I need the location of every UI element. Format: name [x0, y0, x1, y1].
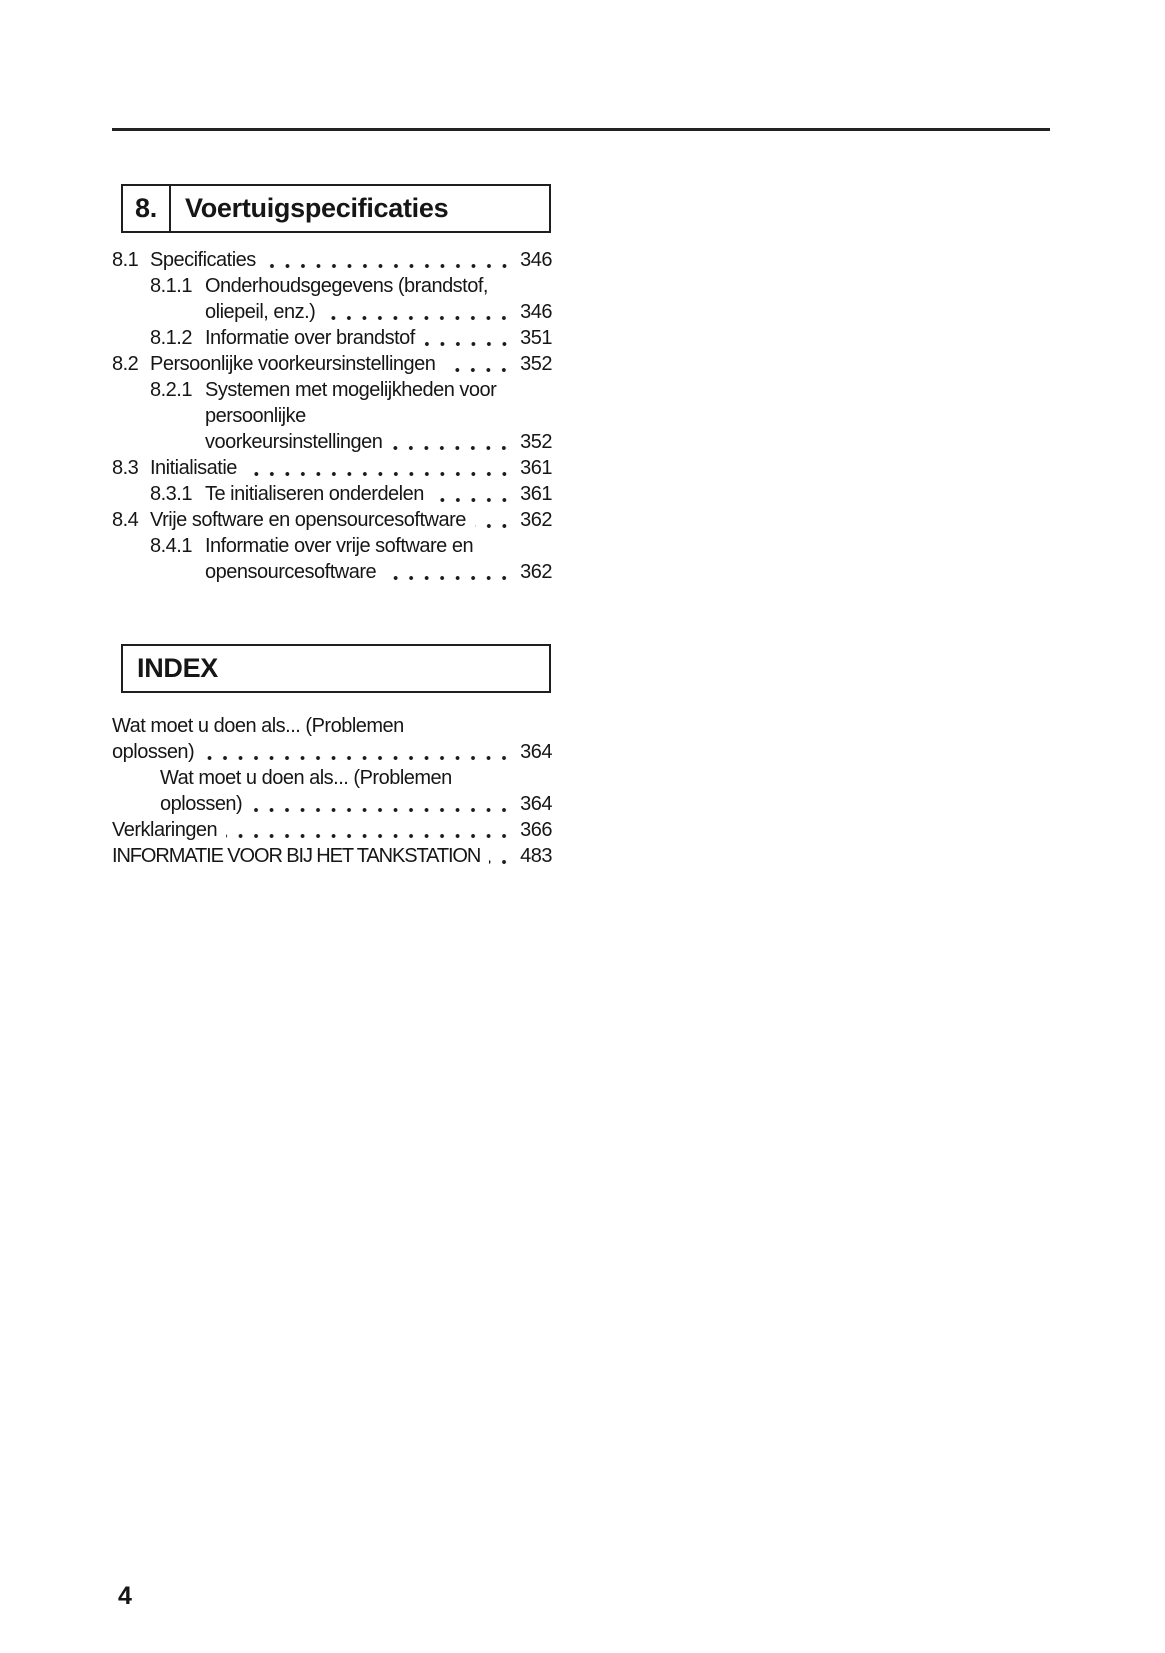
index-heading-box	[121, 644, 551, 693]
toc-entry	[112, 481, 552, 507]
dot-leader	[251, 791, 512, 817]
index-entry	[112, 713, 552, 765]
chapter-number: 8.	[123, 186, 171, 231]
dot-leader	[433, 481, 512, 507]
entry-label: oplossen)	[160, 793, 243, 815]
entry-number: 8.4.1	[150, 535, 192, 557]
toc-entry	[112, 273, 552, 325]
index-entry	[112, 843, 552, 869]
dot-leader	[391, 429, 512, 455]
chapter-toc	[112, 247, 552, 585]
entry-label: Vrije software en opensourcesoftware	[150, 509, 466, 531]
entry-page: 366	[520, 819, 552, 841]
toc-entry	[112, 507, 552, 533]
entry-label: INFORMATIE VOOR BIJ HET TANKSTATION	[112, 845, 481, 867]
dot-leader	[385, 559, 512, 585]
page-number: 4	[118, 1582, 132, 1610]
dot-leader	[489, 843, 512, 869]
entry-number: 8.3	[112, 457, 139, 479]
index-entry	[112, 817, 552, 843]
entry-label: opensourcesoftware	[205, 561, 377, 583]
entry-label: oliepeil, enz.)	[205, 301, 316, 323]
entry-page: 352	[520, 353, 552, 375]
entry-label: Te initialiseren onderdelen	[205, 483, 424, 505]
entry-label: oplossen)	[112, 741, 195, 763]
entry-page: 483	[520, 845, 552, 867]
entry-label: Persoonlijke voorkeursinstellingen	[150, 353, 436, 375]
entry-number: 8.1.2	[150, 327, 192, 349]
entry-page: 352	[520, 431, 552, 453]
toc-entry	[112, 247, 552, 273]
dot-leader	[444, 351, 512, 377]
header-rule	[112, 128, 1050, 131]
entry-number: 8.1	[112, 249, 139, 271]
entry-number: 8.3.1	[150, 483, 192, 505]
entry-label: Onderhoudsgegevens (brandstof,	[205, 275, 488, 297]
toc-entry	[112, 455, 552, 481]
dot-leader	[203, 739, 512, 765]
entry-label: Verklaringen	[112, 819, 218, 841]
dot-leader	[324, 299, 512, 325]
toc-entry	[112, 351, 552, 377]
index-toc	[112, 713, 552, 869]
entry-page: 346	[520, 301, 552, 323]
entry-label: Initialisatie	[150, 457, 237, 479]
toc-entry	[112, 377, 552, 455]
entry-label: Informatie over vrije software en	[205, 535, 474, 557]
dot-leader	[226, 817, 512, 843]
entry-label: Wat moet u doen als... (Problemen	[112, 715, 404, 737]
entry-number: 8.1.1	[150, 275, 192, 297]
entry-number: 8.2.1	[150, 379, 192, 401]
entry-label: Wat moet u doen als... (Problemen	[160, 767, 452, 789]
entry-number: 8.4	[112, 509, 139, 531]
chapter-title: Voertuigspecificaties	[185, 193, 449, 223]
dot-leader	[265, 247, 512, 273]
entry-label: Systemen met mogelijkheden voor	[205, 379, 497, 401]
entry-label: Specificaties	[150, 249, 256, 271]
entry-label: Informatie over brandstof	[205, 327, 415, 349]
dot-leader	[424, 325, 512, 351]
entry-number: 8.2	[112, 353, 139, 375]
entry-page: 351	[520, 327, 552, 349]
entry-page: 362	[520, 561, 552, 583]
index-title: INDEX	[137, 653, 219, 683]
toc-entry	[112, 325, 552, 351]
entry-label: persoonlijke	[205, 405, 306, 427]
entry-page: 361	[520, 483, 552, 505]
entry-page: 346	[520, 249, 552, 271]
toc-entry	[112, 533, 552, 585]
entry-page: 364	[520, 793, 552, 815]
chapter-heading-box	[121, 184, 551, 233]
dot-leader	[246, 455, 512, 481]
entry-page: 361	[520, 457, 552, 479]
entry-page: 364	[520, 741, 552, 763]
entry-page: 362	[520, 509, 552, 531]
index-entry	[112, 765, 552, 817]
dot-leader	[475, 507, 512, 533]
entry-label: voorkeursinstellingen	[205, 431, 383, 453]
